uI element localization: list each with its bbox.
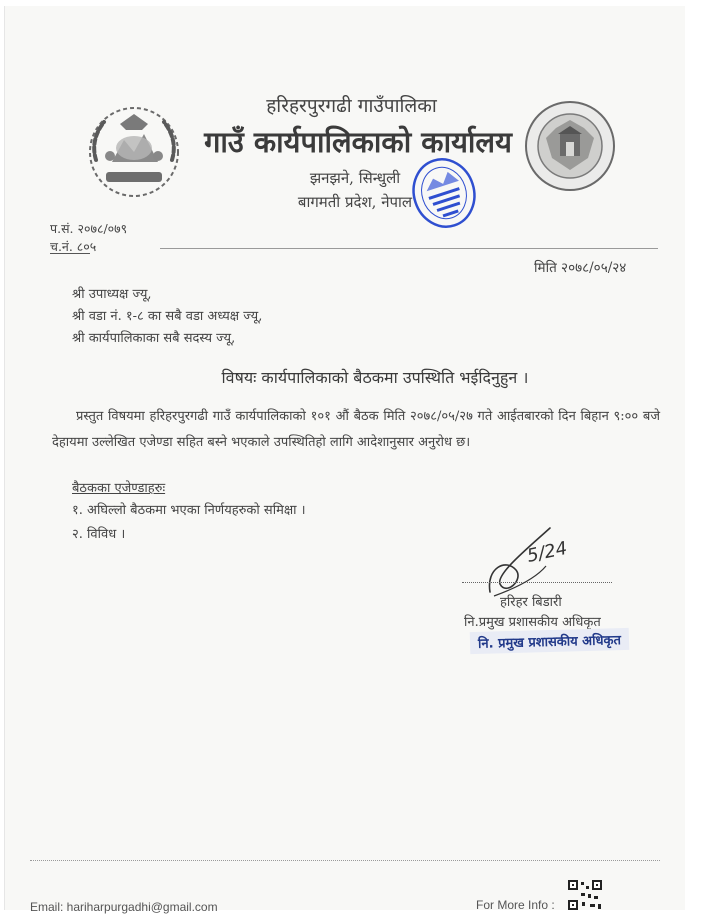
qr-code-icon [568, 880, 602, 910]
footer-more-info: For More Info : [476, 898, 555, 912]
footer-divider [30, 860, 660, 861]
signature-line [462, 582, 612, 583]
signatory-title: नि.प्रमुख प्रशासकीय अधिकृत [464, 615, 601, 630]
designation-stamp: नि. प्रमुख प्रशासकीय अधिकृत [470, 628, 629, 654]
letter-body-text: प्रस्तुत विषयमा हरिहरपुरगढी गाउँ कार्यपालिकाको १०१ औं बैठक मिति २०७८/०५/२७ गते आईतबारको दिन बिहान ९:०० बजे देहायमा उल्लेखित एजेण्डा सहित बस्ने भएकाले उपस्थितिहो लागि आदेशानुसार अनुरोध छ। [52, 409, 660, 450]
signature-date: 5/24 [525, 537, 570, 567]
recipient-1: श्री उपाध्यक्ष ज्यू, [72, 287, 152, 302]
letter-date: मिति २०७८/०५/२४ [534, 260, 627, 276]
fiscal-year-ref: प.सं. २०७८/०७९ [50, 221, 128, 236]
agenda-item-1: १. अघिल्लो बैठकमा भएका निर्णयहरुको समिक्षा । [72, 503, 306, 518]
municipality-logo-icon [522, 98, 618, 194]
dispatch-underline [50, 253, 90, 254]
signatory-name: हरिहर बिडारी [500, 595, 562, 610]
footer-email: Email: hariharpurgadhi@gmail.com [30, 900, 218, 914]
letter-subject: विषयः कार्यपालिकाको बैठकमा उपस्थिति भईदिनुहुन । [221, 368, 529, 387]
address-line-1: झनझने, सिन्धुली [309, 169, 401, 187]
office-title: गाउँ कार्यपालिकाको कार्यालय [204, 125, 512, 159]
header-divider [160, 248, 658, 249]
address-line-2: बागमती प्रदेश, नेपाल [297, 193, 413, 211]
dispatch-number: च.नं. ८०५ [50, 239, 97, 254]
recipient-3: श्री कार्यपालिकाका सबै सदस्य ज्यू, [72, 331, 236, 346]
agenda-item-2: २. विविध । [72, 527, 126, 542]
office-stamp-icon [408, 152, 480, 234]
agenda-title: बैठकका एजेण्डाहरुः [72, 481, 166, 496]
letter-body [52, 404, 660, 456]
municipality-name: हरिहरपुरगढी गाउँपालिका [266, 95, 437, 117]
recipient-2: श्री वडा नं. १-८ का सबै वडा अध्यक्ष ज्यू, [72, 309, 263, 324]
